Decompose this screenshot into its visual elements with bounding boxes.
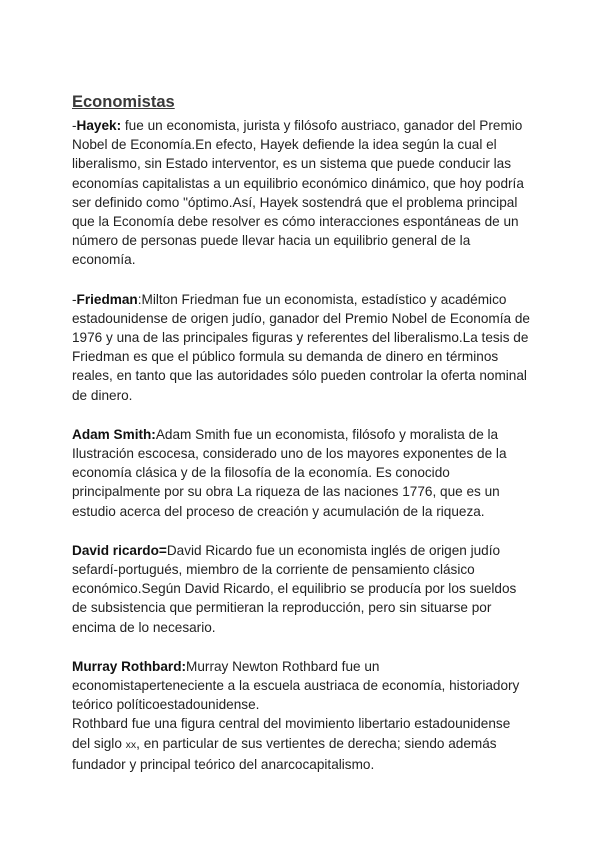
entry-david-ricardo — [72, 541, 532, 637]
entry-paragraph-2 — [72, 714, 532, 774]
entry-murray-rothbard — [72, 657, 532, 774]
entry-text: :Milton Friedman fue un economista, estadístico y académico estadounidense de origen judío, ganador del Premio Nobel de Economía de 1976 y una de las principales figuras y referentes del liberalismo.La tesis de Friedman es que el público formula su demanda de dinero en términos reales, en tanto que las autoridades sólo pueden controlar la oferta nominal de dinero. — [72, 291, 530, 403]
entry-hayek — [72, 116, 532, 270]
document-content — [72, 92, 532, 794]
entry-paragraph — [72, 116, 532, 270]
entry-text: Murray Newton Rothbard fue un economistaperteneciente a la escuela austriaca de economía, historiadory teórico políticoestadounidense. — [72, 658, 520, 713]
entry-paragraph — [72, 425, 532, 521]
century-numeral: xx — [125, 738, 137, 751]
entry-paragraph — [72, 290, 532, 405]
economist-name: Friedman — [76, 291, 138, 307]
economist-name: Adam Smith: — [72, 426, 156, 442]
entry-adam-smith — [72, 425, 532, 521]
entry-text: fue un economista, jurista y filósofo austriaco, ganador del Premio Nobel de Economía.En efecto, Hayek defiende la idea según la cual el liberalismo, sin Estado interventor, es un sistema que puede conducir las economías capitalistas a un equilibrio económico dinámico, que hoy podría ser definido como "óptimo.Así, Hayek sostendrá que el problema principal que la Economía debe resolver es cómo interacciones espontáneas de un número de personas puede llevar hacia un equilibrio general de la economía. — [72, 118, 524, 268]
economist-name: Murray Rothbard: — [72, 658, 187, 674]
entry-text: Adam Smith fue un economista, filósofo y moralista de la Ilustración escocesa, considerado uno de los mayores exponentes de la economía clásica y de la filosofía de la economía. Es conocido principalmente por su obra La riqueza de las naciones 1776, que es un estudio acerca del proceso de creación y acumulación de la riqueza. — [72, 426, 507, 519]
entry-text: Rothbard fue una figura central del movimiento libertario estadounidense del siglo — [72, 716, 511, 751]
document-title: Economistas — [72, 93, 175, 111]
entry-paragraph — [72, 657, 532, 715]
entry-prefix: - — [72, 118, 77, 133]
entry-text: , en particular de sus vertientes de derecha; siendo además fundador y principal teórico del anarcocapitalismo. — [72, 735, 497, 772]
entry-paragraph — [72, 541, 532, 637]
entry-text: David Ricardo fue un economista inglés de origen judío sefardí-portugués, miembro de la corriente de pensamiento clásico económico.Según David Ricardo, el equilibrio se producía por los sueldos de subsistencia que permitieran la reproducción, pero sin situarse por encima de lo necesario. — [72, 542, 517, 635]
economist-name: Hayek: — [76, 118, 122, 133]
entry-prefix: - — [72, 291, 77, 307]
entry-friedman — [72, 290, 532, 405]
economist-name: David ricardo= — [72, 542, 167, 558]
